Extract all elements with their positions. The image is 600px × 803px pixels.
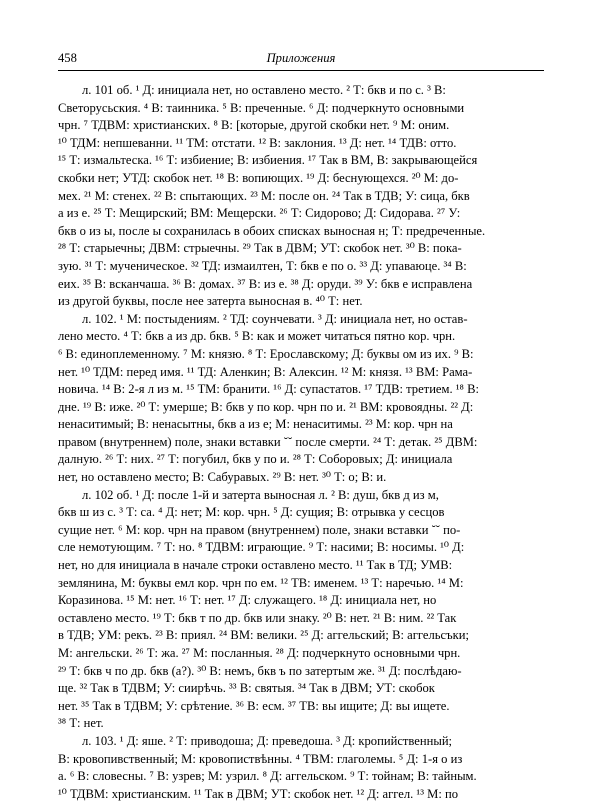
text-line: лено место. ⁴ Т: бкв а из др. бкв. ⁵ В: как и может читаться пятно кор. чрн. <box>58 329 456 344</box>
text-line: ¹⁰ ТДМ: непшеванни. ¹¹ ТМ: отстати. ¹² В: заклония. ¹³ Д: нет. ¹⁴ ТДВ: отто. <box>58 135 457 150</box>
text-line: ⁶ В: единоплеменному. ⁷ М: князю. ⁸ Т: Ерославскому; Д: буквы ом из их. ⁹ В: <box>58 346 474 361</box>
text-line: сле немотующим. ⁷ Т: но. ⁸ ТДВМ: играющие. ⁹ Т: насими; В: носимы. ¹⁰ Д: <box>58 540 465 555</box>
text-line: сущие нет. ⁶ М: кор. чрн на правом (внутреннем) поле, знаки вставки ˘˘ по- <box>58 522 461 537</box>
text-line: ненаситимый; В: ненасытны, бкв а из е; М: ненаситимы. ²³ М: кор. чрн на <box>58 417 453 432</box>
text-line: дне. ¹⁹ В: иже. ²⁰ Т: умерше; В: бкв у по кор. чрн по и. ²¹ ВМ: кровоядны. ²² Д: <box>58 399 474 414</box>
text-line: мех. ²¹ М: стенех. ²² В: спытающих. ²³ М: после он. ²⁴ Так в ТДВ; У: сица, бкв <box>58 188 470 203</box>
text-line: новича. ¹⁴ В: 2-я л из м. ¹⁵ ТМ: бранити. ¹⁶ Д: супастатов. ¹⁷ ТДВ: третием. ¹⁸ В: <box>58 382 479 397</box>
text-line: л. 102. ¹ М: постыдениям. ² ТД: соунчевати. ³ Д: инициала нет, но остав- <box>82 311 468 326</box>
footnote-paragraph <box>58 311 544 487</box>
running-title: Приложения <box>266 51 336 65</box>
document-body <box>58 82 544 803</box>
text-line: еих. ³⁵ В: вcканчаша. ³⁶ В: домах. ³⁷ В: из е. ³⁸ Д: оруди. ³⁹ У: бкв е исправлена <box>58 276 473 291</box>
text-line: в ТДВ; УМ: рекъ. ²³ В: приял. ²⁴ ВМ: велики. ²⁵ Д: аггельский; В: аггельсъки; <box>58 628 469 643</box>
text-line: бкв о из ы, после ы сохранилась в обоих списках выносная н; Т: предреченные. <box>58 223 486 238</box>
text-line: нет, но оставлено место; В: Сабуравых. ²⁹ В: нет. ³⁰ Т: о; В: и. <box>58 470 387 485</box>
footnote-paragraph <box>58 487 544 733</box>
header-rule <box>58 70 544 71</box>
text-line: М: ангельски. ²⁶ Т: жа. ²⁷ М: посланныя. ²⁸ Д: подчеркнуто основными чрн. <box>58 646 461 660</box>
text-line: л. 102 об. ¹ Д: после 1-й и затерта выносная л. ² В: душ, бкв д из м, <box>82 487 439 502</box>
text-line: нет, но для инициала в начале строки оставлено место. ¹¹ Так в ТД; УМВ: <box>58 558 453 573</box>
text-line: л. 103. ¹ Д: яше. ² Т: приводоша; Д: преведоша. ³ Д: кропийственный; <box>82 733 453 748</box>
text-line: бкв ш из с. ³ Т: са. ⁴ Д: нет; М: кор. чрн. ⁵ Д: сущия; В: отрывка у сесцов <box>58 505 445 520</box>
text-line: далную. ²⁶ Т: них. ²⁷ Т: погубил, бкв у по и. ²⁸ Т: Соборовых; Д: инициала <box>58 452 453 467</box>
text-line: а. ⁶ В: словесны. ⁷ В: узрев; М: узрил. ⁸ Д: аггельском. ⁹ Т: тойнам; В: тайным. <box>58 769 477 784</box>
text-line: ²⁹ Т: бкв ч по др. бкв (а?). ³⁰ В: немъ, бкв ъ по затертым же. ³¹ Д: послѣдаю- <box>58 663 462 678</box>
text-line: нет. ³⁵ Так в ТДВМ; У: срѣтение. ³⁶ В: есм. ³⁷ ТВ: вы ищите; Д: вы ищете. <box>58 698 450 713</box>
text-line: чрн. ⁷ ТДВМ: христианских. ⁸ В: [которые, другой скобки нет. ⁹ М: оним. <box>58 118 450 133</box>
text-line: скобки нет; УТД: скобок нет. ¹⁸ В: вопиющих. ¹⁹ Д: беснующехся. ²⁰ М: до- <box>58 170 459 185</box>
text-line: зую. ³¹ Т: мученическое. ³² ТД: измаилтен, Т: бкв е по о. ³³ Д: упаваюце. ³⁴ В: <box>58 258 467 273</box>
text-line: ¹⁰ ТДВМ: христианским. ¹¹ Так в ДВМ; УТ: скобок нет. ¹² Д: аггел. ¹³ М: по <box>58 786 459 801</box>
footnote-paragraph <box>58 82 544 311</box>
footnote-paragraph <box>58 733 544 803</box>
text-line: ще. ³² Так в ТДВМ; У: сиирѣчь. ³³ В: святыя. ³⁴ Так в ДВМ; УТ: скобок <box>58 681 435 696</box>
text-line: а из е. ²⁵ Т: Мещирский; ВМ: Мещерски. ²⁶ Т: Сидорово; Д: Сидорава. ²⁷ У: <box>58 206 461 221</box>
page-header <box>58 48 544 68</box>
text-line: оставлено место. ¹⁹ Т: бкв т по др. бкв или знаку. ²⁰ В: нет. ²¹ В: ним. ²² Так <box>58 610 457 625</box>
text-line: В: кровопивственный; М: кровопиствѣнны. ⁴ ТВМ: глаголемы. ⁵ Д: 1-я о из <box>58 751 463 766</box>
text-line: ²⁸ Т: старыечны; ДВМ: стрыечны. ²⁹ Так в ДВМ; УТ: скобок нет. ³⁰ В: пока- <box>58 241 462 256</box>
text-line: нет. ¹⁰ ТДМ: перед имя. ¹¹ ТД: Аленкин; В: Алексин. ¹² М: князя. ¹³ ВМ: Рама- <box>58 364 473 379</box>
text-line: л. 101 об. ¹ Д: инициала нет, но оставлено место. ² Т: бкв и по с. ³ В: <box>82 83 446 97</box>
text-line: ¹⁵ Т: измальтеска. ¹⁶ Т: избиение; В: избиения. ¹⁷ Так в ВМ, В: закрывающейся <box>58 153 478 168</box>
page-number: 458 <box>58 51 77 65</box>
text-line: правом (внутреннем) поле, знаки вставки ˘˘ после смерти. ²⁴ Т: детак. ²⁵ ДВМ: <box>58 434 478 449</box>
text-line: Светорусьския. ⁴ В: таинника. ⁵ В: преченные. ⁶ Д: подчеркнуто основными <box>58 100 465 115</box>
text-line: из другой буквы, после нее затерта выносная в. ⁴⁰ Т: нет. <box>58 294 363 309</box>
text-line: ³⁸ Т: нет. <box>58 716 104 731</box>
text-line: землянина, М: буквы емл кор. чрн по ем. ¹² ТВ: именем. ¹³ Т: наречью. ¹⁴ М: <box>58 575 464 590</box>
text-line: Коразинова. ¹⁵ М: нет. ¹⁶ Т: нет. ¹⁷ Д: служащего. ¹⁸ Д: инициала нет, но <box>58 593 437 608</box>
